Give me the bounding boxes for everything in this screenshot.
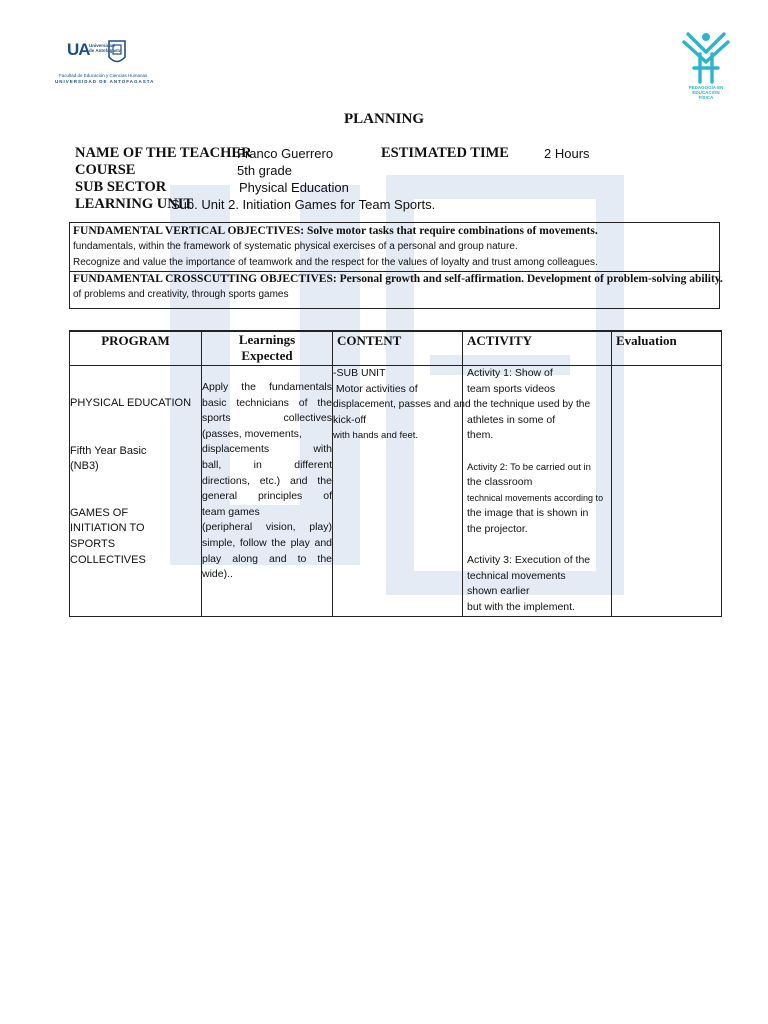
objectives-divider <box>70 271 719 272</box>
activity-line: technical movements <box>467 569 566 582</box>
activity-line: but with the implement. <box>467 600 575 613</box>
page-title: PLANNING <box>343 111 424 127</box>
teacher-value: Franco Guerrero <box>237 146 334 161</box>
content-line: Motor activities of <box>333 382 418 395</box>
activity-line: technical movements according to <box>467 492 604 503</box>
course-value: 5th grade <box>237 163 292 178</box>
course-label: COURSE <box>75 162 136 178</box>
activity-line: team sports videos <box>467 382 556 395</box>
crosscutting-objectives-line-1: of problems and creativity, through sports games <box>73 289 289 300</box>
learnings-line: (passes, movements, <box>202 427 302 440</box>
vertical-objectives-heading: FUNDAMENTAL VERTICAL OBJECTIVES: Solve motor tasks that require combinations of movements. <box>73 225 598 237</box>
athlete-figure-icon <box>680 30 732 85</box>
crosscutting-objectives-heading: FUNDAMENTAL CROSSCUTTING OBJECTIVES: Personal growth and self-affirmation. Development of problem-solving ability. <box>73 273 723 285</box>
learnings-line: basic technicians of the <box>202 396 332 409</box>
learning-unit-value: Sub. Unit 2. Initiation Games for Team Sports. <box>171 197 436 212</box>
activity-line: shown earlier <box>467 585 530 598</box>
time-value: 2 Hours <box>544 146 590 161</box>
activity-line: the image that is shown in <box>467 507 589 520</box>
content-line: displacement, passes and and the technique used by the <box>333 399 591 411</box>
program-cell <box>70 366 202 617</box>
learnings-line: general principles of <box>202 490 332 503</box>
evaluation-cell <box>612 366 722 617</box>
learnings-line: wide).. <box>202 568 233 581</box>
content-line: kick-off <box>333 413 367 426</box>
learnings-line: sports collectives <box>202 412 332 425</box>
program-line: SPORTS <box>70 537 116 550</box>
program-line: COLLECTIVES <box>70 553 146 566</box>
header-evaluation: Evaluation <box>612 331 722 366</box>
objectives-box <box>69 222 723 309</box>
program-line: (NB3) <box>70 460 99 473</box>
header-learnings-line-2: Expected <box>241 348 293 363</box>
learnings-line: team games <box>202 505 260 518</box>
header-program: PROGRAM <box>70 331 202 366</box>
learnings-line: Apply the fundamentals <box>202 381 332 393</box>
header-learnings-line-1: Learnings <box>238 332 296 347</box>
header-content: CONTENT <box>333 331 463 366</box>
table-header-row <box>70 331 722 366</box>
content-line: with hands and feet. <box>333 430 419 442</box>
learnings-line: simple, follow the play and <box>202 536 332 549</box>
activity-line: Activity 2: To be carried out in <box>467 461 591 473</box>
activity-line: Activity 3: Execution of the <box>467 554 591 567</box>
ua-logo-faculty: Facultad de Educación y Ciencias Humanas <box>59 73 148 78</box>
learnings-line: (peripheral vision, play) <box>202 521 332 534</box>
learning-unit-label: LEARNING UNIT <box>75 196 194 212</box>
activity-line: the classroom <box>467 476 533 489</box>
subsector-label: SUB SECTOR <box>75 179 167 195</box>
ua-logo-university: UNIVERSIDAD DE ANTOFAGASTA <box>55 79 155 84</box>
pe-logo-line-1: PEDAGOGÍA EN <box>688 85 724 90</box>
program-line: INITIATION TO <box>70 522 145 535</box>
activity-line: the projector. <box>467 522 528 535</box>
learnings-cell <box>202 366 333 617</box>
university-crest-icon <box>107 39 127 67</box>
learnings-line: displacements with <box>202 443 332 456</box>
header-learnings <box>202 331 333 366</box>
pe-logo-line-2: EDUCACIÓN <box>692 90 720 95</box>
ua-logo-mark: UA <box>67 40 90 59</box>
subsector-value: Physical Education <box>239 180 349 195</box>
activity-line: Activity 1: Show of <box>467 367 553 379</box>
header-activity: ACTIVITY <box>463 331 612 366</box>
table-row <box>70 366 722 617</box>
teacher-label: NAME OF THE TEACHER <box>75 145 252 161</box>
program-line: PHYSICAL EDUCATION <box>70 397 192 409</box>
program-line: GAMES OF <box>70 506 129 519</box>
ua-logo-line-1: Universidad <box>89 43 115 48</box>
pe-logo-line-3: FÍSICA <box>698 95 714 100</box>
ua-logo-line-2: de Antofagasta <box>89 48 122 53</box>
vertical-objectives-line-2: Recognize and value the importance of teamwork and the respect for the values of loyalty and trust among colleagues. <box>73 257 598 268</box>
activity-line: athletes in some of <box>467 413 556 426</box>
vertical-objectives-line-1: fundamentals, within the framework of systematic physical exercises of a personal and group nature. <box>73 241 518 252</box>
time-label: ESTIMATED TIME <box>381 145 509 161</box>
learnings-line: ball, in different <box>202 458 332 471</box>
learnings-line: directions, etc.) and the <box>202 474 332 487</box>
planning-table <box>69 330 722 617</box>
learnings-line: play along and to the <box>202 552 332 565</box>
program-line: Fifth Year Basic <box>70 444 147 457</box>
content-line: -SUB UNIT <box>333 367 386 379</box>
activity-line: them. <box>467 429 494 442</box>
physical-education-logo <box>680 30 732 105</box>
university-logo <box>55 38 155 88</box>
